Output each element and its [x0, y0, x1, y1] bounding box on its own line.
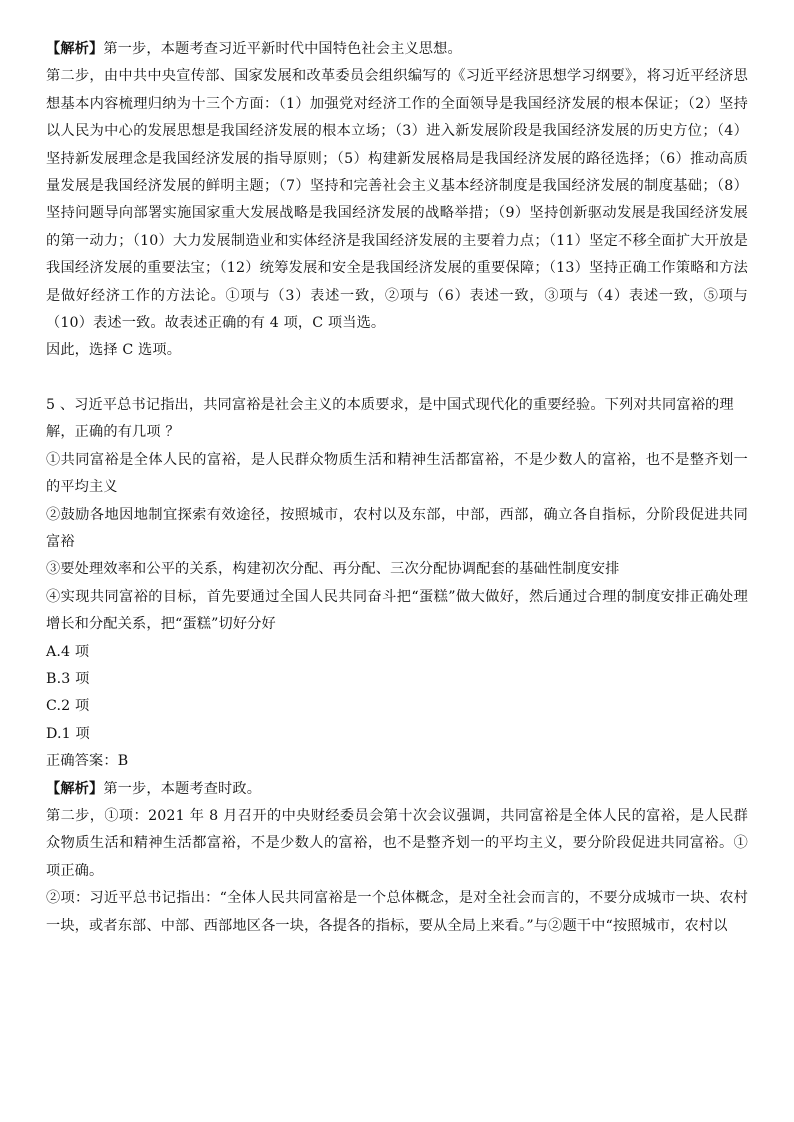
spacer	[46, 365, 748, 392]
statement-4: ④实现共同富裕的目标，首先要通过全国人民共同奋斗把“蛋糕”做大做好，然后通过合理的制度安排正确处理增长和分配关系，把“蛋糕”切好分好	[46, 588, 748, 633]
option-a: A.4 项	[46, 643, 90, 660]
analysis-2-step-2: 第二步，①项：2021 年 8 月召开的中央财经委员会第十次会议强调，共同富裕是全体人民的富裕，是人民群众物质生活和精神生活都富裕，不是少数人的富裕，也不是整齐划一的平均主义，要分阶段促进共同富裕。①项正确。	[46, 807, 748, 879]
option-d: D.1 项	[46, 725, 90, 742]
option-c: C.2 项	[46, 698, 90, 715]
analysis-2-step-3: ②项：习近平总书记指出：“全体人民共同富裕是一个总体概念，是对全社会而言的，不要分成城市一块、农村一块，或者东部、中部、西部地区各一块，各提各的指标，要从全局上来看。”与②题干中“按照城市，农村以	[46, 890, 748, 934]
analysis-1-step-2: 第二步，由中共中央宣传部、国家发展和改革委员会组织编写的《习近平经济思想学习纲要》，将习近平经济思想基本内容梳理归纳为十三个方面：（1）加强党对经济工作的全面领导是我国经济发展的根本保证；（2）坚持以人民为中心的发展思想是我国经济发展的根本立场；（3）进入新发展阶段是我国经济发展的历史方位；（4）坚持新发展理念是我国经济发展的指导原则；（5）构建新发展格局是我国经济发展的路径选择；（6）推动高质量发展是我国经济发展的鲜明主题；（7）坚持和完善社会主义基本经济制度是我国经济发展的制度基础；（8）坚持问题导向部署实施国家重大发展战略是我国经济发展的战略举措；（9）坚持创新驱动发展是我国经济发展的第一动力；（10）大力发展制造业和实体经济是我国经济发展的主要着力点；（11）坚定不移全面扩大开放是我国经济发展的重要法宝；（12）统筹发展和安全是我国经济发展的重要保障；（13）坚持正确工作策略和方法是做好经济工作的方法论。①项与（3）表述一致，②项与（6）表述一致，③项与（4）表述一致，⑤项与（10）表述一致。故表述正确的有 4 项，C 项当选。	[46, 68, 748, 332]
option-b: B.3 项	[46, 670, 90, 687]
analysis-2-step-1-text: 第一步，本题考查时政。	[103, 780, 262, 797]
statement-1: ①共同富裕是全体人民的富裕，是人民群众物质生活和精神生活都富裕，不是少数人的富裕，也不是整齐划一的平均主义	[46, 451, 748, 496]
analysis-1-step-1	[46, 36, 748, 63]
analysis-1-conclusion: 因此，选择 C 选项。	[46, 342, 182, 359]
statement-2: ②鼓励各地因地制宜探索有效途径，按照城市，农村以及东部，中部，西部，确立各自指标，分阶段促进共同富裕	[46, 506, 748, 550]
correct-answer: 正确答案：B	[46, 753, 129, 770]
statement-3: ③要处理效率和公平的关系，构建初次分配、再分配、三次分配协调配套的基础性制度安排	[46, 561, 620, 578]
document-page	[46, 36, 748, 940]
analysis-tag: 【解析】	[46, 780, 104, 797]
analysis-2-step-1	[46, 776, 748, 803]
analysis-tag: 【解析】	[46, 41, 104, 57]
question-5-stem: 5 、习近平总书记指出，共同富裕是社会主义的本质要求，是中国式现代化的重要经验。下列对共同富裕的理解，正确的有几项 ？	[46, 396, 734, 441]
analysis-1-step-1-text: 第一步，本题考查习近平新时代中国特色社会主义思想。	[103, 41, 462, 57]
